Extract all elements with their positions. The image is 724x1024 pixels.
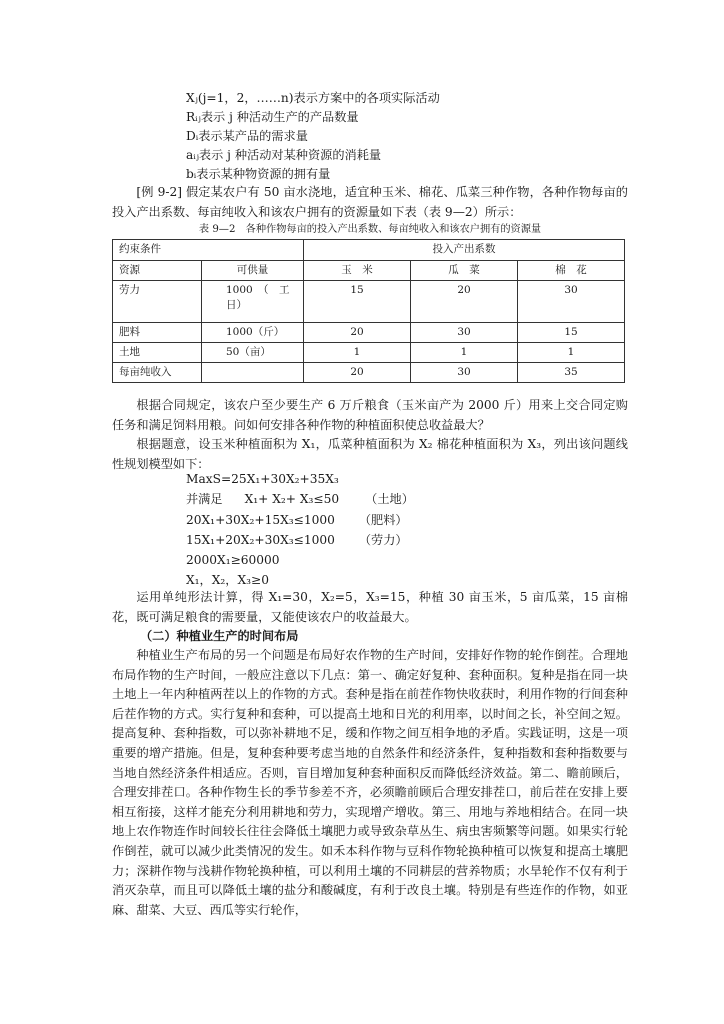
- table-cell: 30: [411, 323, 518, 343]
- table-cell: 每亩纯收入: [113, 363, 202, 383]
- contract-paragraph: 根据合同规定，该农户至少要生产 6 万斤粮食（玉米亩产为 2000 斤）用来上交合同定购任务和满足饲料用粮。问如何安排各种作物的种植面积使总收益最大？: [112, 398, 628, 432]
- body-paragraph: 种植业生产布局的另一个问题是布局好农作物的生产时间，安排好作物的轮作倒茬。合理地布局作物的生产时间，一般应注意以下几点：第一、确定好复种、套种面积。复种是指在同一块土地上一年内种植两茬以上的作物的方式。套种是指在前茬作物快收获时，利用作物的行间套种后茬作物的方式。实行复种和套种，可以提高土地和日光的利用率，以时间之长，补空间之短。提高复种、套种指数，可以弥补耕地不足，缓和作物之间互相争地的矛盾。实践证明，这是一项重要的增产措施。但是，复种套种要考虑当地的自然条件和经济条件，复种指数和套种指数要与当地自然经济条件相适应。否则，盲目增加复种套种面积反而降低经济效益。第二、瞻前顾后，合理安排茬口。各种作物生长的季节参差不齐，必须瞻前顾后合理安排茬口，前后茬在安排上要相互衔接，这样才能充分利用耕地和劳力，实现增产增收。第三、用地与养地相结合。在同一块地上农作物连作时间较长往往会降低土壤肥力或导致杂草丛生、病虫害频繁等问题。如果实行轮作倒茬，就可以减少此类情况的发生。如禾本科作物与豆科作物轮换种植可以恢复和提高土壤肥力；深耕作物与浅耕作物轮换种植，可以利用土壤的不同耕层的营养物质；水旱轮作不仅有利于消灭杂草，而且可以降低土壤的盐分和酸碱度，有利于改良土壤。特别是有些连作的作物，如亚麻、甜菜、大豆、西瓜等实行轮作，: [112, 648, 628, 917]
- variable-definitions: [186, 89, 440, 184]
- definition-line: Dᵢ表示某产品的需求量: [186, 129, 308, 143]
- model-intro-paragraph: 根据题意，设玉米种植面积为 X₁，瓜菜种植面积为 X₂ 棉花种植面积为 X₃，列出该问题线性规划模型如下：: [112, 437, 628, 471]
- table-header-cell: 棉 花: [518, 261, 625, 281]
- lp-model: [186, 469, 414, 591]
- table-cell: 20: [411, 281, 518, 323]
- table-cell: 劳力: [113, 281, 202, 323]
- section-heading: （二）种植业生产的时间布局: [140, 629, 299, 643]
- example-intro-paragraph: [例 9-2] 假定某农户有 50 亩水浇地，适宜种玉米、棉花、瓜菜三种作物，各种作物每亩的投入产出系数、每亩纯收入和该农户拥有的资源量如下表（表 9—2）所示：: [112, 185, 628, 219]
- table-cell: 土地: [113, 343, 202, 363]
- constraint-note: （劳力）: [358, 532, 408, 547]
- constraint-line: [186, 510, 414, 530]
- objective-function: MaxS=25X₁+30X₂+35X₃: [186, 472, 339, 486]
- table-cell: 15: [304, 281, 411, 323]
- table-cell: 肥料: [113, 323, 202, 343]
- table-cell: 1: [518, 343, 625, 363]
- table-row: [113, 343, 625, 363]
- table-cell: 1000（斤）: [202, 323, 304, 343]
- definition-line: bᵢ表示某种物资源的拥有量: [186, 167, 331, 181]
- subject-to-label: 并满足: [186, 492, 223, 507]
- table-header-row: [113, 240, 625, 261]
- table-cell: 30: [411, 363, 518, 383]
- definition-line: Xⱼ(j=1，2，……n)表示方案中的各项实际活动: [186, 91, 440, 105]
- definition-line: aᵢⱼ表示 j 种活动对某种资源的消耗量: [186, 148, 382, 162]
- constraint-expression: 15X₁+20X₂+30X₃≤1000: [186, 532, 335, 547]
- table-cell: 15: [518, 323, 625, 343]
- table-cell: 50（亩）: [202, 343, 304, 363]
- table-header-cell: 瓜 菜: [411, 261, 518, 281]
- table-cell: [202, 363, 304, 383]
- table-header-cell: 投入产出系数: [304, 240, 625, 261]
- table-cell: 1: [411, 343, 518, 363]
- table-cell: 35: [518, 363, 625, 383]
- table-row: [113, 281, 625, 323]
- table-header-cell: 可供量: [202, 261, 304, 281]
- table-row: [113, 323, 625, 343]
- constraint-line: X₁，X₂，X₃≥0: [186, 573, 270, 588]
- table-cell: 20: [304, 323, 411, 343]
- table-cell: 30: [518, 281, 625, 323]
- constraint-note: （土地）: [365, 492, 414, 507]
- definition-line: Rᵢⱼ表示 j 种活动生产的产品数量: [186, 110, 359, 124]
- constraint-expression: X₁+ X₂+ X₃≤50: [244, 492, 340, 507]
- table-caption: 表 9—2 各种作物每亩的投入产出系数、每亩纯收入和该农户拥有的资源量: [198, 224, 542, 235]
- input-output-table: [112, 239, 625, 383]
- table-cell: 1000 （ 工日）: [202, 281, 304, 323]
- table-row: [113, 363, 625, 383]
- constraint-line: 2000X₁≥60000: [186, 553, 280, 568]
- constraint-expression: 20X₁+30X₂+15X₃≤1000: [186, 512, 335, 527]
- table-header-cell: 资源: [113, 261, 202, 281]
- constraint-line: [186, 489, 414, 509]
- table-cell: 20: [304, 363, 411, 383]
- table-header-cell: 约束条件: [113, 240, 304, 261]
- table-header-cell: 玉 米: [304, 261, 411, 281]
- constraint-line: [186, 530, 414, 550]
- table-cell: 1: [304, 343, 411, 363]
- table-subheader-row: [113, 261, 625, 281]
- constraint-note: （肥料）: [358, 512, 408, 527]
- solution-paragraph: 运用单纯形法计算，得 X₁=30，X₂=5，X₃=15，种植 30 亩玉米，5 亩瓜菜，15 亩棉花，既可满足粮食的需要量，又能使该农户的收益最大。: [112, 590, 628, 624]
